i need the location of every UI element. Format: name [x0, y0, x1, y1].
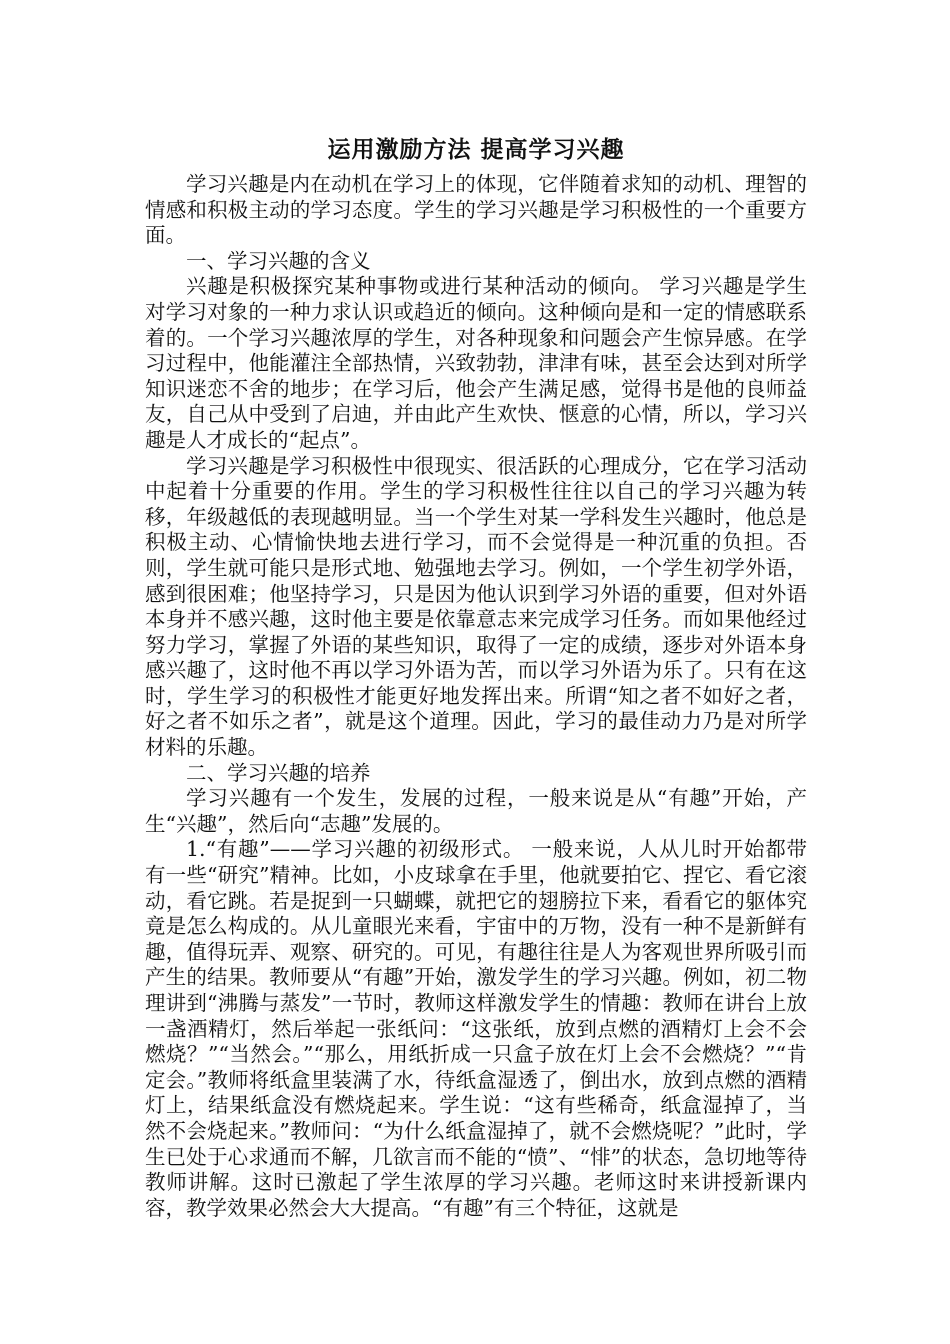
section-heading-meaning: 一、学习兴趣的含义: [186, 248, 371, 273]
meaning-paragraph-1: 兴趣是积极探究某种事物或进行某种活动的倾向。 学习兴趣是学生对学习对象的一种力求认识或趋近的倾向。这种倾向是和一定的情感联系着的。一个学习兴趣浓厚的学生，对各种现象和问题会产生惊异感。在学习过程中，他能灌注全部热情，兴致勃勃，津津有味，甚至会达到对所学知识迷恋不舍的地步；在学习后，他会产生满足感，觉得书是他的良师益友，自己从中受到了启迪，并由此产生欢快、惬意的心情，所以，学习兴趣是人才成长的“起点”。: [145, 274, 807, 452]
cultivation-paragraph-1: 学习兴趣有一个发生，发展的过程，一般来说是从“有趣”开始，产生“兴趣”，然后向“志趣”发展的。: [145, 786, 807, 836]
section-heading-cultivation: 二、学习兴趣的培养: [186, 760, 371, 785]
document-page: [145, 128, 807, 1221]
meaning-paragraph-2: 学习兴趣是学习积极性中很现实、很活跃的心理成分，它在学习活动中起着十分重要的作用。学生的学习积极性往往以自己的学习兴趣为转移，年级越低的表现越明显。当一个学生对某一学科发生兴趣时，他总是积极主动、心情愉快地去进行学习，而不会觉得是一种沉重的负担。否则，学生就可能只是形式地、勉强地去学习。例如，一个学生初学外语，感到很困难；他坚持学习，只是因为他认识到学习外语的重要，但对外语本身并不感兴趣，这时他主要是依靠意志来完成学习任务。而如果他经过努力学习，掌握了外语的某些知识，取得了一定的成绩，逐步对外语本身感兴趣了，这时他不再以学习外语为苦，而以学习外语为乐了。只有在这时，学生学习的积极性才能更好地发挥出来。所谓“知之者不如好之者，好之者不如乐之者”，就是这个道理。因此，学习的最佳动力乃是对所学材料的乐趣。: [145, 453, 807, 760]
document-title: 运用激励方法 提高学习兴趣: [327, 137, 625, 163]
intro-paragraph: 学习兴趣是内在动机在学习上的体现，它伴随着求知的动机、理智的情感和积极主动的学习态度。学生的学习兴趣是学习积极性的一个重要方面。: [145, 172, 807, 248]
cultivation-paragraph-2: 1.“有趣”——学习兴趣的初级形式。 一般来说，人从儿时开始都带有一些“研究”精神。比如，小皮球拿在手里，他就要拍它、捏它、看它滚动，看它跳。若是捉到一只蝴蝶，就把它的翅膀拉下来，看看它的躯体究竟是怎么构成的。从儿童眼光来看，宇宙中的万物，没有一种不是新鲜有趣，值得玩弄、观察、研究的。可见，有趣往往是人为客观世界所吸引而产生的结果。教师要从“有趣”开始，激发学生的学习兴趣。例如，初二物理讲到“沸腾与蒸发”一节时，教师这样激发学生的情趣：教师在讲台上放一盏酒精灯，然后举起一张纸问：“这张纸，放到点燃的酒精灯上会不会燃烧？”“当然会。”“那么，用纸折成一只盒子放在灯上会不会燃烧？”“肯定会。”教师将纸盒里装满了水，待纸盒湿透了，倒出水，放到点燃的酒精灯上，结果纸盒没有燃烧起来。学生说：“这有些稀奇，纸盒湿掉了，当然不会烧起来。”教师问：“为什么纸盒湿掉了，就不会燃烧呢？”此时，学生已处于心求通而不解，几欲言而不能的“愤”、“悱”的状态，急切地等待教师讲解。这时已激起了学生浓厚的学习兴趣。老师这时来讲授新课内容，教学效果必然会大大提高。“有趣”有三个特征，这就是: [145, 837, 807, 1220]
